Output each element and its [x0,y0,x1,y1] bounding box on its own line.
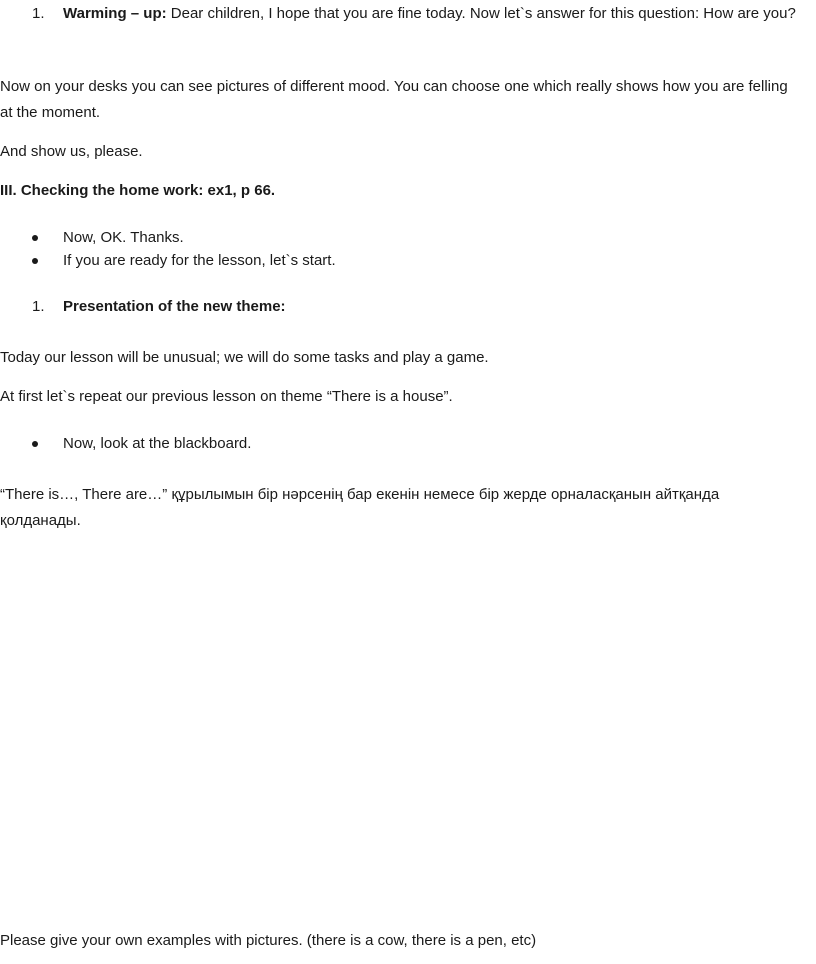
bullet-dot [32,258,38,264]
presentation-title: Presentation of the new theme: [63,298,286,315]
bullet-text: Now, OK. Thanks. [63,229,184,246]
paragraph-unusual: Today our lesson will be unusual; we will do some tasks and play a game. [0,349,489,366]
list-number: 1. [32,298,45,315]
paragraph-desks: Now on your desks you can see pictures of different mood. You can choose one which really shows how you are felling at the moment. [0,78,788,121]
presentation-list-item [0,294,800,320]
bullet-item [0,431,800,457]
warmup-list-item [0,1,800,27]
bullet-item [0,248,800,274]
bullet-dot [32,235,38,241]
bullet-text: If you are ready for the lesson, let`s start. [63,252,336,269]
heading-homework: III. Checking the home work: ex1, p 66. [0,182,276,199]
paragraph-closing: Please give your own examples with pictures. (there is a cow, there is a pen, etc) [0,932,537,949]
warmup-title: Warming – up: [63,5,167,22]
paragraph-show: And show us, please. [0,143,143,160]
paragraph-repeat: At first let`s repeat our previous lesson on theme “There is a house”. [0,388,453,405]
list-number: 1. [32,5,45,22]
bullet-text: Now, look at the blackboard. [63,435,252,452]
paragraph-kazakh-note: “There is…, There are…” құрылымын бір нәрсенің бар екенін немесе бір жерде орналасқанын айтқанда қолданады. [0,486,720,529]
bullet-dot [32,441,38,447]
warmup-body: Dear children, I hope that you are fine today. Now let`s answer for this question: How are you? [166,5,796,22]
warmup-text [63,1,800,27]
